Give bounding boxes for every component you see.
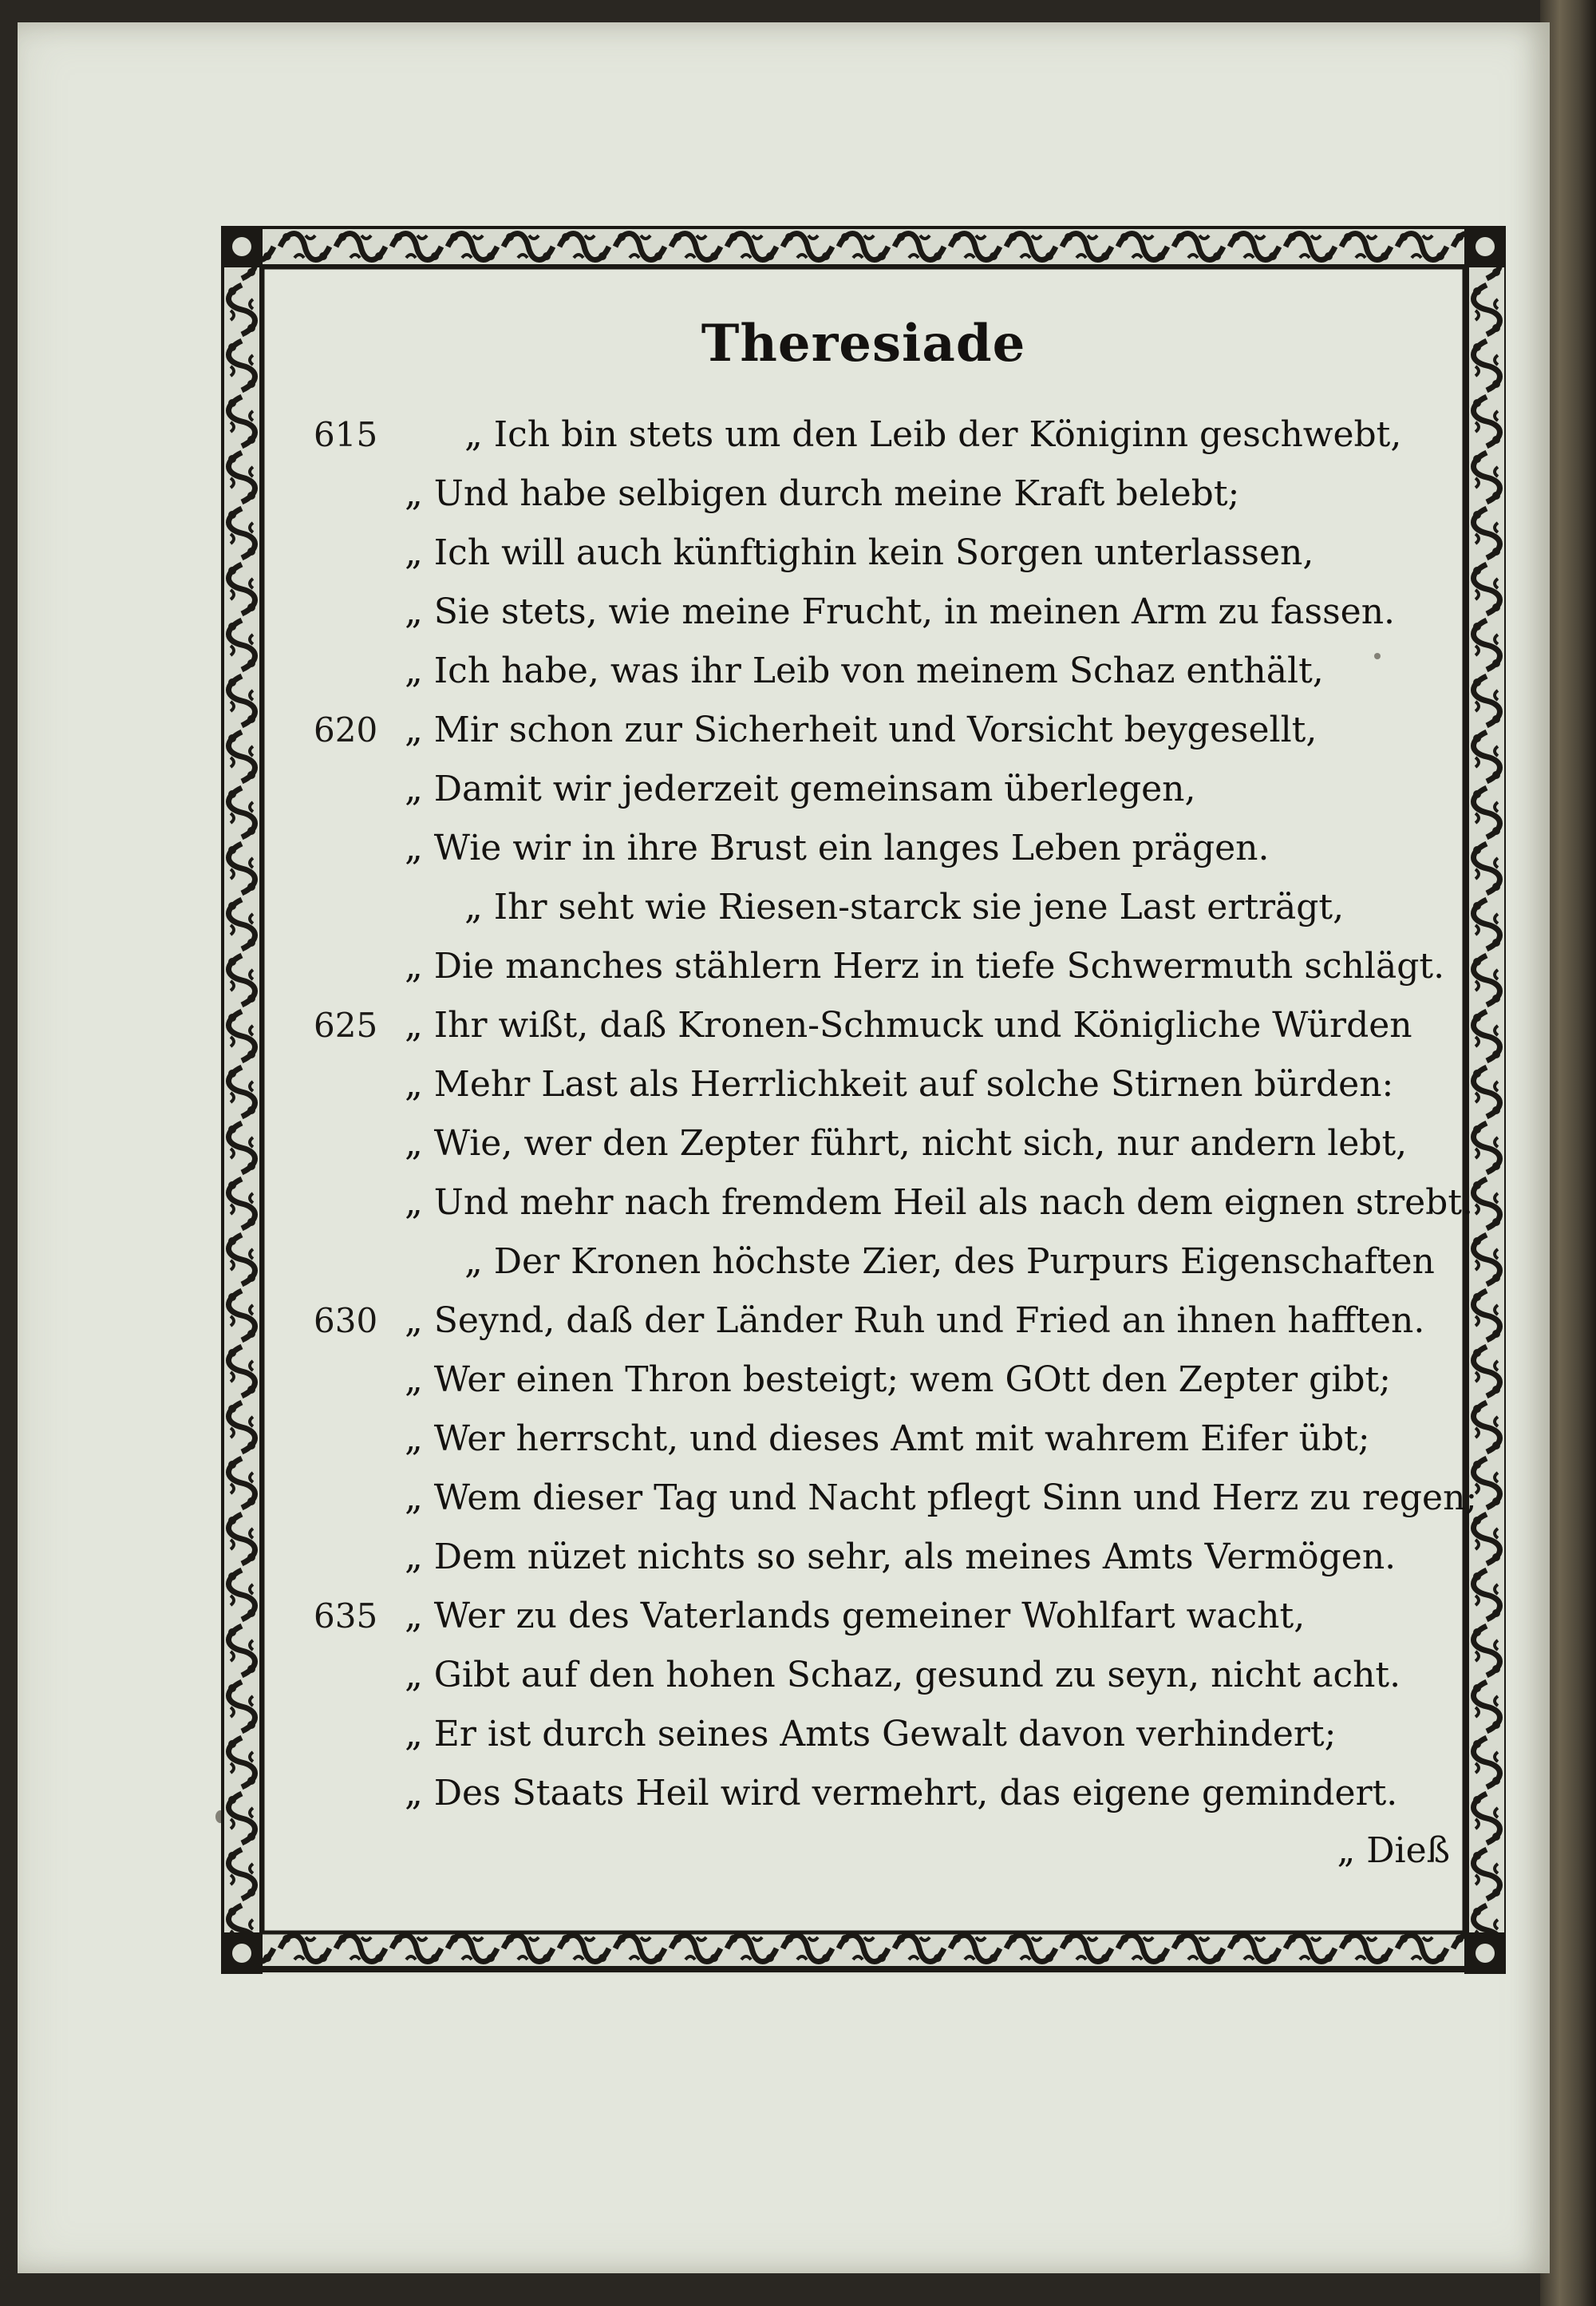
verse-line [314, 1587, 1466, 1646]
verse-text: „ Wem dieser Tag und Nacht pflegt Sinn und Herz zu regen; [405, 1477, 1478, 1518]
verse-line [317, 1528, 1466, 1587]
verse-text: „ Ihr wißt, daß Kronen-Schmuck und Königliche Würden [405, 1005, 1412, 1046]
verse-line [317, 465, 1466, 524]
verse-text: „ Die manches stählern Herz in tiefe Schwermuth schlägt. [405, 946, 1445, 987]
verse-text: „ Gibt auf den hohen Schaz, gesund zu seyn, nicht acht. [405, 1655, 1401, 1695]
verse-line [314, 1291, 1466, 1351]
verse-text: „ Des Staats Heil wird vermehrt, das eigene gemindert. [405, 1773, 1398, 1814]
verse-text: „ Ihr seht wie Riesen-starck sie jene Last erträgt, [464, 887, 1345, 928]
verse-line [314, 701, 1466, 760]
verse-text: „ Der Kronen höchste Zier, des Purpurs Eigenschaften [464, 1241, 1435, 1282]
line-number: 615 [314, 415, 378, 454]
verse-line [317, 878, 1466, 937]
verse-text: „ Seynd, daß der Länder Ruh und Fried an ihnen hafften. [405, 1300, 1425, 1341]
verse-text: „ Wer einen Thron besteigt; wem GOtt den Zepter gibt; [405, 1359, 1391, 1400]
verse-text: „ Wie wir in ihre Brust ein langes Leben prägen. [405, 828, 1270, 868]
verse-text: „ Sie stets, wie meine Frucht, in meinen Arm zu fassen. [405, 591, 1396, 632]
verse-text: „ Und habe selbigen durch meine Kraft belebt; [405, 473, 1240, 514]
verse-line [317, 642, 1466, 701]
verse-text: „ Mehr Last als Herrlichkeit auf solche Stirnen bürden: [405, 1064, 1394, 1105]
verse-text: „ Er ist durch seines Amts Gewalt davon verhindert; [405, 1714, 1337, 1754]
line-number: 620 [314, 710, 378, 750]
verse-line [317, 1469, 1478, 1528]
verse-line [317, 1705, 1466, 1764]
verse-line [317, 1351, 1466, 1410]
line-number: 635 [314, 1596, 378, 1636]
line-number: 625 [314, 1006, 378, 1045]
catchword: „ Dieß [1337, 1830, 1450, 1871]
verse-line [317, 524, 1466, 583]
verse-text: „ Dem nüzet nichts so sehr, als meines Amts Vermögen. [405, 1537, 1396, 1577]
verse-line [317, 1173, 1474, 1232]
verse-text: „ Wer herrscht, und dieses Amt mit wahrem Eifer übt; [405, 1418, 1370, 1459]
running-head-title: Theresiade [701, 314, 1026, 374]
verse-line [317, 937, 1466, 996]
verse-line [317, 819, 1466, 878]
verse-line [314, 996, 1466, 1055]
verse-text: „ Mir schon zur Sicherheit und Vorsicht beygesellt, [405, 710, 1317, 750]
verse-text: „ Wie, wer den Zepter führt, nicht sich, nur andern lebt, [405, 1123, 1408, 1164]
verse-text: „ Ich habe, was ihr Leib von meinem Schaz enthält, [405, 651, 1324, 691]
verse-line [317, 760, 1466, 819]
verse-text: „ Ich bin stets um den Leib der Königinn geschwebt, [464, 414, 1402, 455]
verse-text: „ Ich will auch künftighin kein Sorgen unterlassen, [405, 532, 1314, 573]
verse-text: „ Damit wir jederzeit gemeinsam überlegen, [405, 769, 1196, 809]
verse-block [314, 405, 1478, 1823]
line-number: 630 [314, 1301, 378, 1340]
verse-line [317, 1410, 1466, 1469]
verse-line [317, 583, 1466, 642]
verse-text: „ Und mehr nach fremdem Heil als nach dem eignen strebt. [405, 1182, 1474, 1223]
verse-line [317, 1764, 1466, 1823]
verse-line [317, 1055, 1466, 1114]
verse-text: „ Wer zu des Vaterlands gemeiner Wohlfart wacht, [405, 1596, 1306, 1636]
ornamental-frame [221, 226, 1506, 1974]
verse-line [317, 1232, 1466, 1291]
verse-line [314, 405, 1466, 465]
verse-line [317, 1114, 1466, 1173]
book-page [18, 22, 1550, 2273]
verse-line [317, 1646, 1466, 1705]
